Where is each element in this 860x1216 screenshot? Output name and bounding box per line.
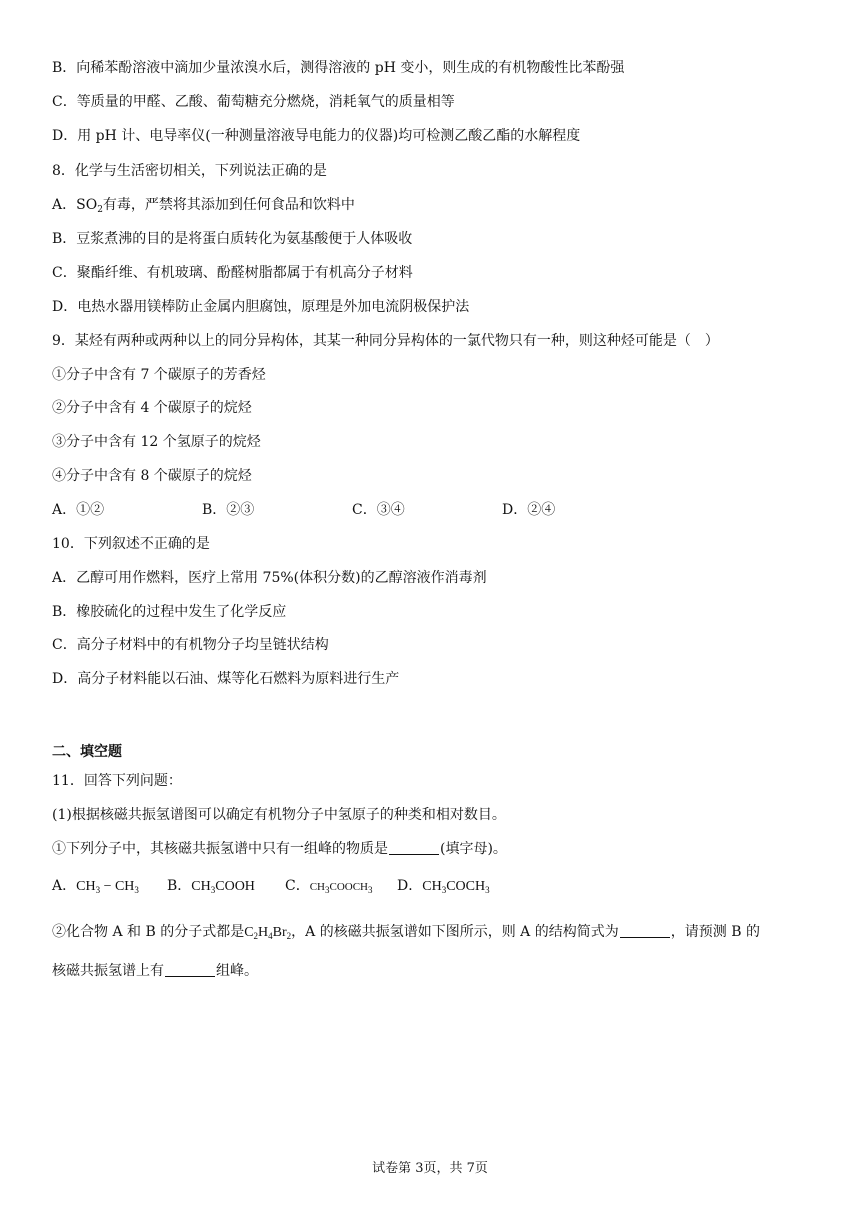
molecular-formula: $C_2H_4Br_2$ [244,925,292,941]
q11-option-b [167,876,255,897]
q8-a-pre: A．SO [52,197,98,213]
q11-c-formula: $CH_3COOCH_3$ [309,881,373,895]
answer-blank-1[interactable] [389,840,439,855]
q11-b-formula: $CH_3COOH$ [191,879,255,895]
page-footer: 试卷第 3页，共 7页 [372,1161,488,1176]
answer-blank-2[interactable] [620,923,670,938]
q10-stem: 10．下列叙述不正确的是 [52,536,210,552]
answer-blank-3[interactable] [165,962,215,977]
q11-p4-pre: 核磁共振氢谱上有 [52,963,164,979]
q9-item-2: ②分子中含有 4 个碳原子的烷烃 [52,400,252,416]
q11-part1-question [52,839,507,859]
q11-d-label: D． [397,878,423,894]
q11-p3-post: ，请预测 B 的 [670,924,760,940]
q11-option-c [285,876,373,897]
q11-stem: 11．回答下列问题： [52,773,182,789]
q9-option-b: B．②③ [202,502,255,518]
q9-option-d: D．②④ [502,502,556,518]
q11-part2-line1 [52,922,760,943]
q11-d-formula: $CH_3COCH_3$ [422,879,490,895]
q8-option-d: D．电热水器用镁棒防止金属内胆腐蚀，原理是外加电流阴极保护法 [52,299,470,315]
q8-a-sub: 2 [97,205,103,215]
q10-option-d: D．高分子材料能以石油、煤等化石燃料为原料进行生产 [52,671,400,687]
q11-c-label: C． [285,878,310,894]
q11-option-d [397,876,490,897]
q7-option-b: B．向稀苯酚溶液中滴加少量浓溴水后，测得溶液的 pH 变小，则生成的有机物酸性比苯酚强 [52,60,625,76]
q11-a-formula: $CH_3 - CH_3$ [76,879,139,895]
q11-a-label: A． [52,878,77,894]
q10-option-c: C．高分子材料中的有机物分子均呈链状结构 [52,637,329,653]
q9-stem: 9．某烃有两种或两种以上的同分异构体，其某一种同分异构体的一氯代物只有一种，则这种烃可能是（ ） [52,333,719,349]
q11-part1: (1)根据核磁共振氢谱图可以确定有机物分子中氢原子的种类和相对数目。 [52,807,506,823]
q9-option-c: C．③④ [352,502,405,518]
q11-p3-pre: ②化合物 A 和 B 的分子式都是 [52,924,245,940]
q8-a-post: 有毒，严禁将其添加到任何食品和饮料中 [102,197,355,213]
q7-option-c: C．等质量的甲醛、乙酸、葡萄糖充分燃烧，消耗氧气的质量相等 [52,94,455,110]
q11-p3-mid: ，A 的核磁共振氢谱如下图所示，则 A 的结构简式为 [291,924,619,940]
q7-option-d: D．用 pH 计、电导率仪(一种测量溶液导电能力的仪器)均可检测乙酸乙酯的水解程度 [52,128,581,144]
q8-option-a [52,195,355,215]
q10-option-b: B．橡胶硫化的过程中发生了化学反应 [52,604,287,620]
q9-item-4: ④分子中含有 8 个碳原子的烷烃 [52,468,252,484]
q9-item-3: ③分子中含有 12 个氢原子的烷烃 [52,434,261,450]
q11-p2-pre: ①下列分子中，其核磁共振氢谱中只有一组峰的物质是 [52,841,388,857]
q11-part2-line2 [52,961,258,981]
q9-option-a: A．①② [52,502,105,518]
q11-p2-post: (填字母)。 [440,841,507,857]
q11-p4-post: 组峰。 [216,963,258,979]
q11-b-label: B． [167,878,192,894]
q8-option-b: B．豆浆煮沸的目的是将蛋白质转化为氨基酸便于人体吸收 [52,231,413,247]
q11-option-a [52,876,139,897]
section-heading-fill-in: 二、填空题 [52,744,122,760]
q10-option-a: A．乙醇可用作燃料，医疗上常用 75%(体积分数)的乙醇溶液作消毒剂 [52,570,487,586]
q8-stem: 8．化学与生活密切相关，下列说法正确的是 [52,163,327,179]
q9-item-1: ①分子中含有 7 个碳原子的芳香烃 [52,367,266,383]
q8-option-c: C．聚酯纤维、有机玻璃、酚醛树脂都属于有机高分子材料 [52,265,413,281]
